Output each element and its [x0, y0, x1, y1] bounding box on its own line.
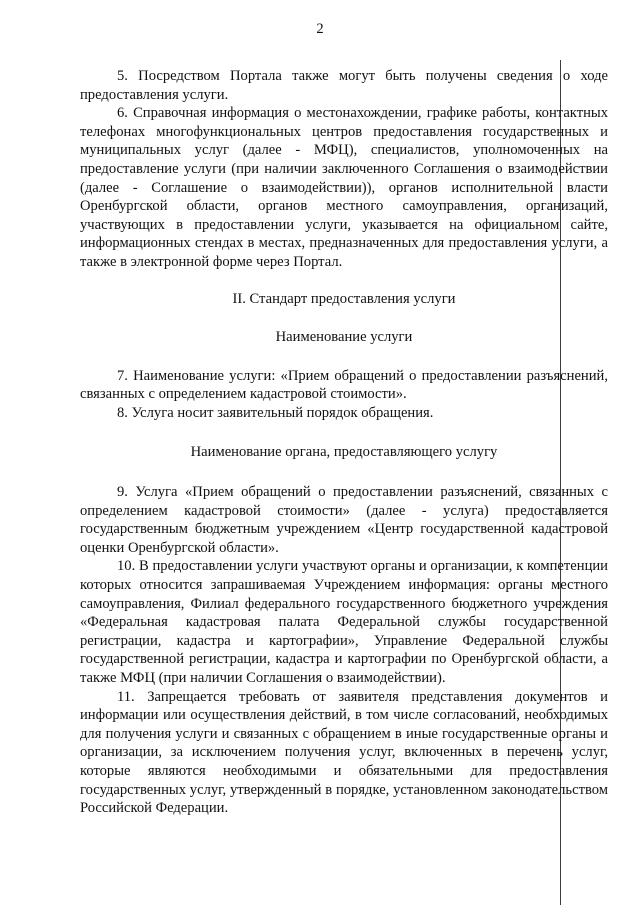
document-body — [80, 67, 608, 818]
paragraph-9: 9. Услуга «Прием обращений о предоставлении разъяснений, связанных с определением кадастровой стоимости» (далее - услуга) предоставляется государственным бюджетным учреждением «Центр государственной кадастровой оценки Оренбургской области». — [80, 484, 608, 556]
paragraph-5: 5. Посредством Портала также могут быть получены сведения о ходе предоставления услуги. — [80, 68, 608, 103]
heading-authority: Наименование органа, предоставляющего услугу — [190, 443, 498, 460]
page-number: 2 — [316, 21, 324, 37]
paragraph-7: 7. Наименование услуги: «Прием обращений о предоставлении разъяснений, связанных с определением кадастровой стоимости». — [80, 367, 608, 403]
paragraph-6: 6. Справочная информация о местонахождении, графике работы, контактных телефонах многофункциональных центров предоставления государственных и муниципальных услуг (далее - МФЦ), специалистов, уполномоченных на предоставление услуги (при наличии заключенного Соглашения о взаимодействии (далее - Соглашение о взаимодействии)), органов исполнительной власти Оренбургской области, органов местного самоуправления, организаций, участвующих в предоставлении услуги, указывается на официальном сайте, информационных стендах в местах, предназначенных для предоставления услуги, а также в электронной форме через Портал. — [80, 105, 608, 270]
paragraph-11: 11. Запрещается требовать от заявителя представления документов и информации или осуществления действий, в том числе согласований, необходимых для получения услуги и связанных с обращением в иные государственные органы и организации, за исключением получения услуг, включенных в перечень услуг, которые являются необходимыми и обязательными для предоставления государственных услуг, утвержденный в порядке, установленном законодательством Российской Федерации. — [80, 688, 608, 817]
paragraph-8: 8. Услуга носит заявительный порядок обращения. — [117, 404, 434, 421]
paragraph-10: 10. В предоставлении услуги участвуют органы и организации, к компетенции которых относится запрашиваемая Учреждением информация: органы местного самоуправления, Филиал федерального государственного бюджетного учреждения «Федеральная кадастровая палата Федеральной службы государственной регистрации, кадастра и картографии», Управление Федеральной службы государственной регистрации, кадастра и картографии по Оренбургской области, а также МФЦ (при наличии Соглашения о взаимодействии). — [80, 558, 608, 687]
section-title: II. Стандарт предоставления услуги — [232, 290, 456, 307]
heading-service-name: Наименование услуги — [275, 329, 413, 346]
